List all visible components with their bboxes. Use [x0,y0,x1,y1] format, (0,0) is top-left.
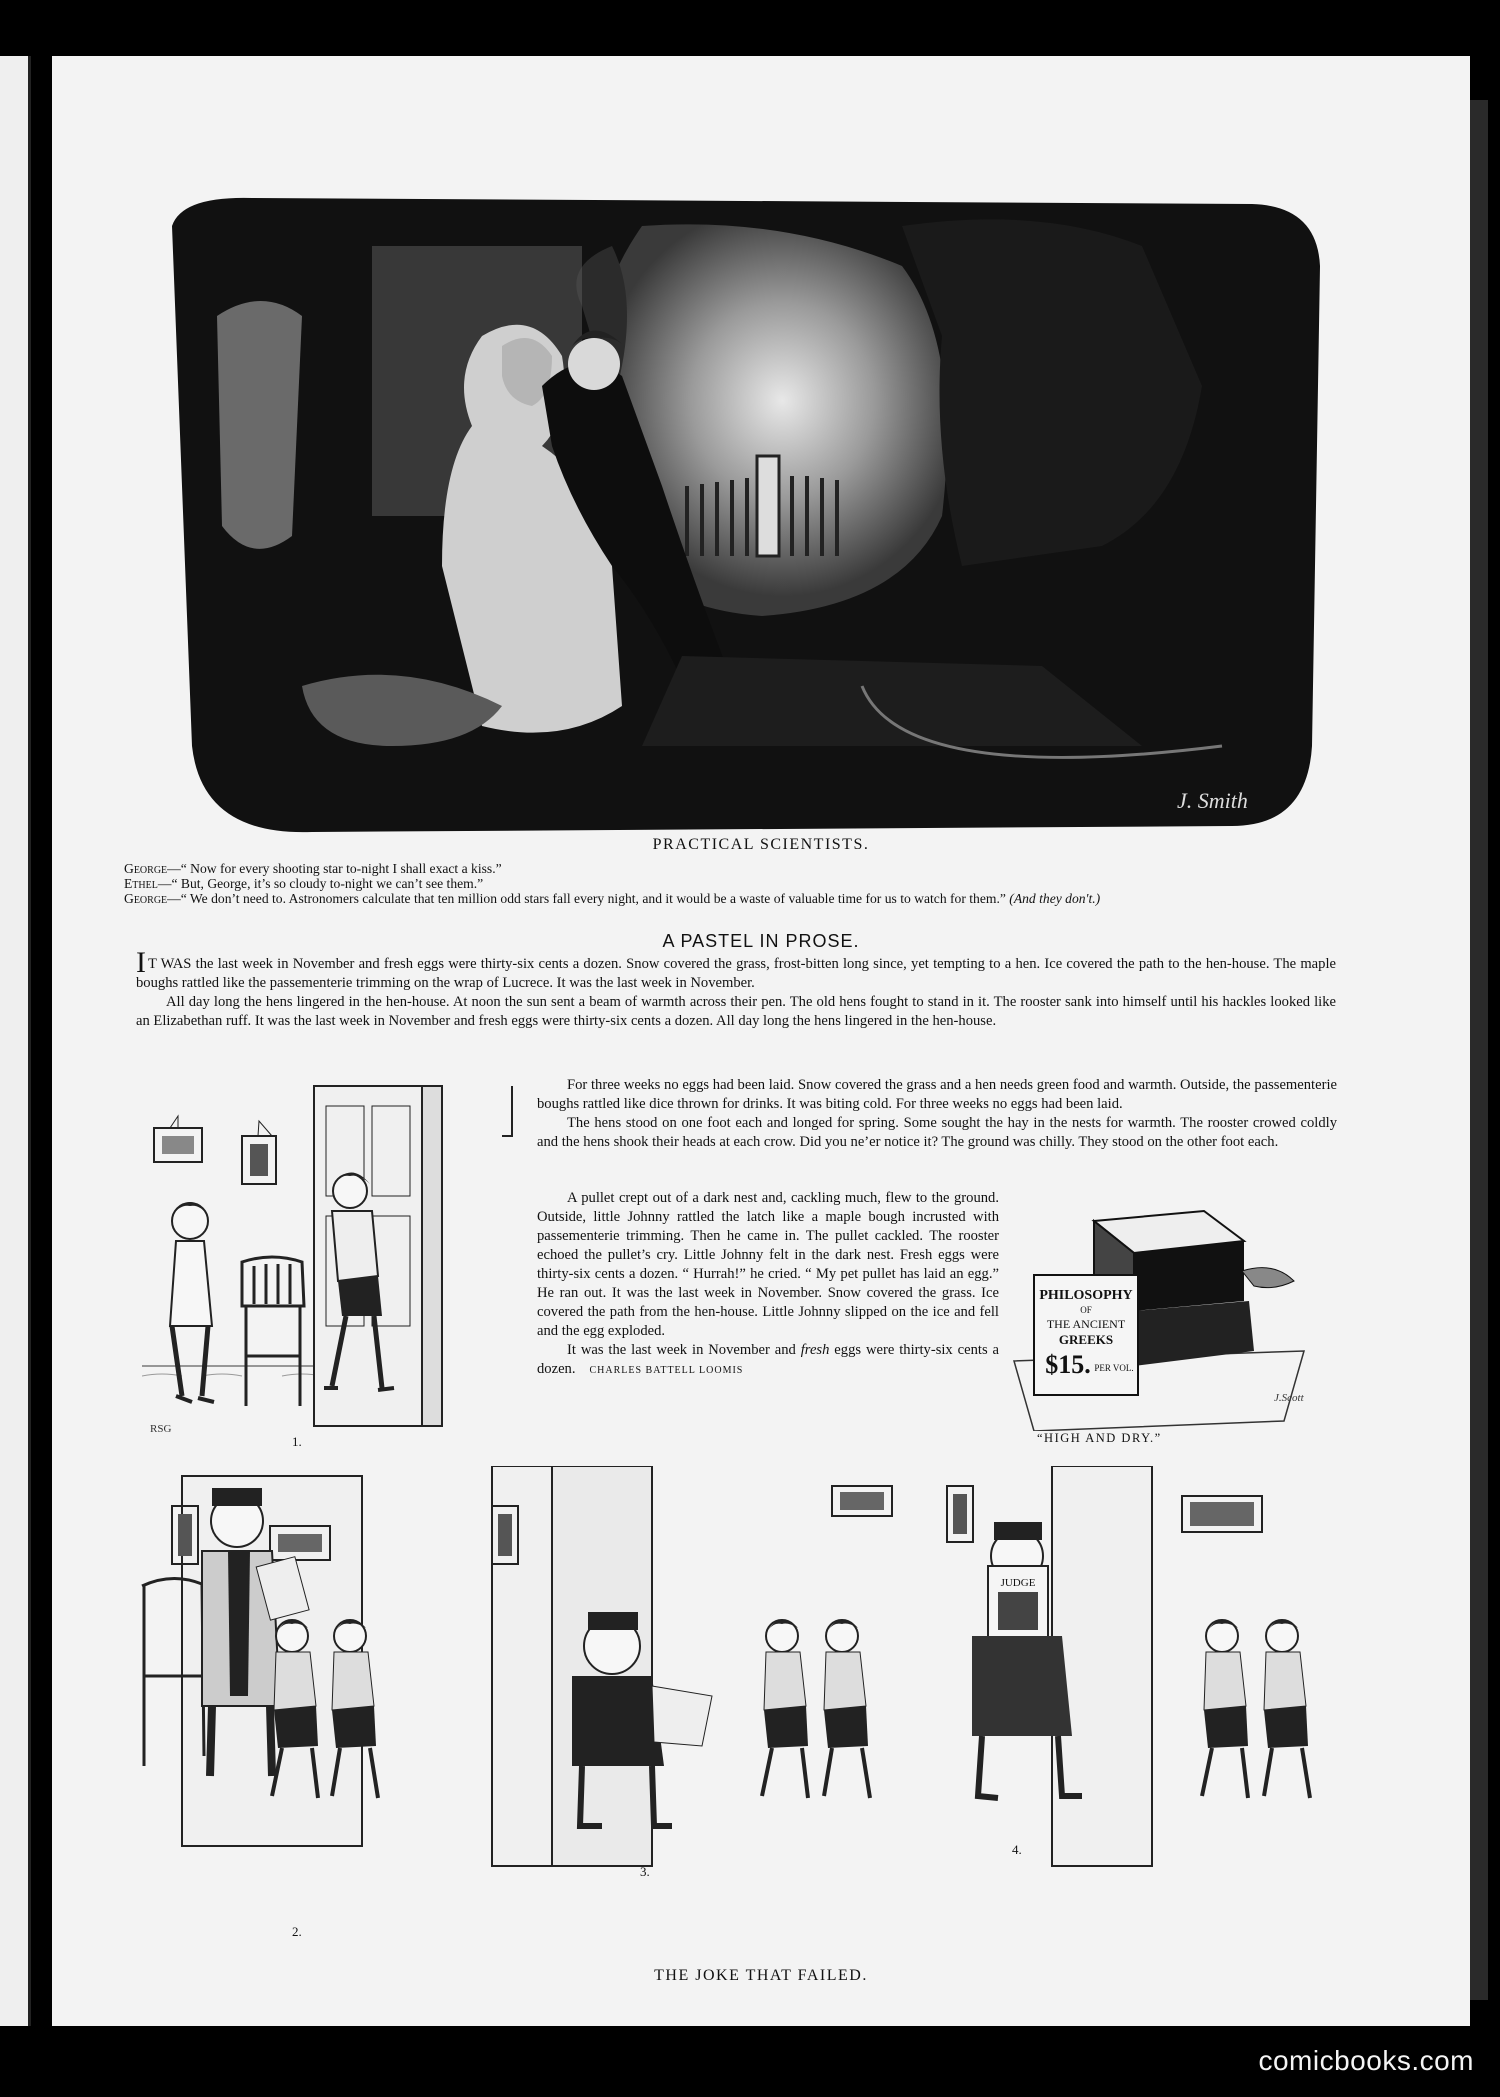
comic-panel-2 [142,1476,378,1846]
practical-scientists-illustration [142,186,1332,846]
sign-line-3: THE ANCIENT [1046,1317,1126,1331]
high-and-dry-cartoon [1004,1201,1324,1431]
high-and-dry-caption: “HIGH AND DRY.” [1037,1431,1162,1445]
dialogue-line-3 [124,891,1334,906]
sign-line-1: PHILOSOPHY [1039,1288,1133,1303]
sign-line-4: GREEKS [1058,1332,1114,1347]
panel-label-2: 2. [292,1924,302,1939]
speaker-name: George [124,891,168,906]
comic-panel-3 [492,1466,892,1866]
magazine-page [52,56,1470,2026]
joke-that-failed-strip [132,1466,1422,1956]
panel-label-4: 4. [1012,1842,1022,1857]
newspaper-title: JUDGE [1000,1577,1036,1589]
stage-direction: (And they don't.) [1009,891,1101,906]
article-byline: CHARLES BATTELL LOOMIS [589,1365,744,1376]
comic-panel-4 [947,1466,1310,1866]
article-narrow-column [537,1189,999,1380]
comic-panel-1-illustration [142,1076,522,1446]
article-wide-column [537,1076,1337,1152]
paragraph-text: It was the last week in November and fresh eggs were thirty-six cents a dozen. [537,1342,999,1377]
svg-text:J.Scott: J.Scott [1274,1392,1304,1404]
binding-spine [1470,100,1488,2000]
article-paragraph-4: The hens stood on one foot each and longed for spring. Some sought the hay in the nests for warmth. The rooster crowed coldly and the hens shook their heads at each crow. Did you ne’er notice it? The ground was chilly. They stood on the other foot each. [537,1115,1337,1150]
panel-label-3: 3. [640,1864,650,1879]
article-paragraph-6 [537,1341,999,1380]
illustration-dialogue [124,861,1334,906]
drop-cap: I [136,946,146,979]
illustration-title: PRACTICAL SCIENTISTS. [652,836,870,853]
dialogue-text: —“ But, George, it’s so cloudy to-night we can’t see them.” [157,876,484,891]
artist-signature: J. Smith [1177,788,1248,813]
site-watermark: comicbooks.com [1258,2045,1474,2076]
comic-strip-title: THE JOKE THAT FAILED. [654,1967,868,1984]
sign-line-6: PER VOL. [1094,1363,1134,1373]
article-title: A PASTEL IN PROSE. [662,931,860,951]
dialogue-text: —“ Now for every shooting star to-night I shall exact a kiss.” [167,861,502,876]
article-paragraph-5: A pullet crept out of a dark nest and, cackling much, flew to the ground. Outside, little Johnny rattled the latch like a maple bough incrusted with passementerie trimming. Then he came in. The pullet cackled. The rooster echoed the pullet’s cry. Little Johnny felt in the dark nest. Fresh eggs were thirty-six cents a dozen. “ Hurrah!” he cried. “ My pet pullet has laid an egg.” He ran out. It was the last week in November. Snow covered the grass. Ice covered the path from the hen-house. Little Johnny slipped on the ice and fell and the egg exploded. [537,1190,999,1339]
sign-line-2: OF [1080,1305,1092,1315]
speaker-name: Ethel [124,876,158,891]
dialogue-line-1 [124,861,1334,876]
article-paragraph-2: All day long the hens lingered in the hen-house. At noon the sun sent a beam of warmth across their pen. The old hens fought to stand in it. The rooster sank into himself until his hackles looked like an Elizabethan ruff. It was the last week in November and fresh eggs were thirty-six cents a dozen. All day long the hens lingered in the hen-house. [136,994,1336,1029]
sign-line-5: $15. [1045,1350,1091,1379]
previous-page-edge [0,56,31,2026]
dialogue-line-2 [124,876,1334,891]
svg-text:RSG: RSG [150,1423,172,1435]
article-lead [136,946,1336,1031]
emphasized-word: fresh [800,1342,830,1358]
article-paragraph-3: For three weeks no eggs had been laid. Snow covered the grass and a hen needs green food and warmth. Outside, the passementerie boughs rattled like dice thrown for drinks. It was biting cold. For three weeks no eggs had been laid. [537,1077,1337,1112]
panel-label-1: 1. [292,1434,302,1446]
paragraph-text: T WAS the last week in November and fresh eggs were thirty-six cents a dozen. Snow covered the grass, frost-bitten long since, yet tempting to a hen. Ice covered the path to the hen-house. The maple boughs rattled like the passementerie trimming on the wrap of Lucrece. It was the last week in November. [136,956,1336,991]
dialogue-text: —“ We don’t need to. Astronomers calculate that ten million odd stars fall every night, and it would be a waste of valuable time for us to watch for them.” [167,891,1006,906]
speaker-name: George [124,861,168,876]
article-paragraph-1 [136,946,1336,993]
